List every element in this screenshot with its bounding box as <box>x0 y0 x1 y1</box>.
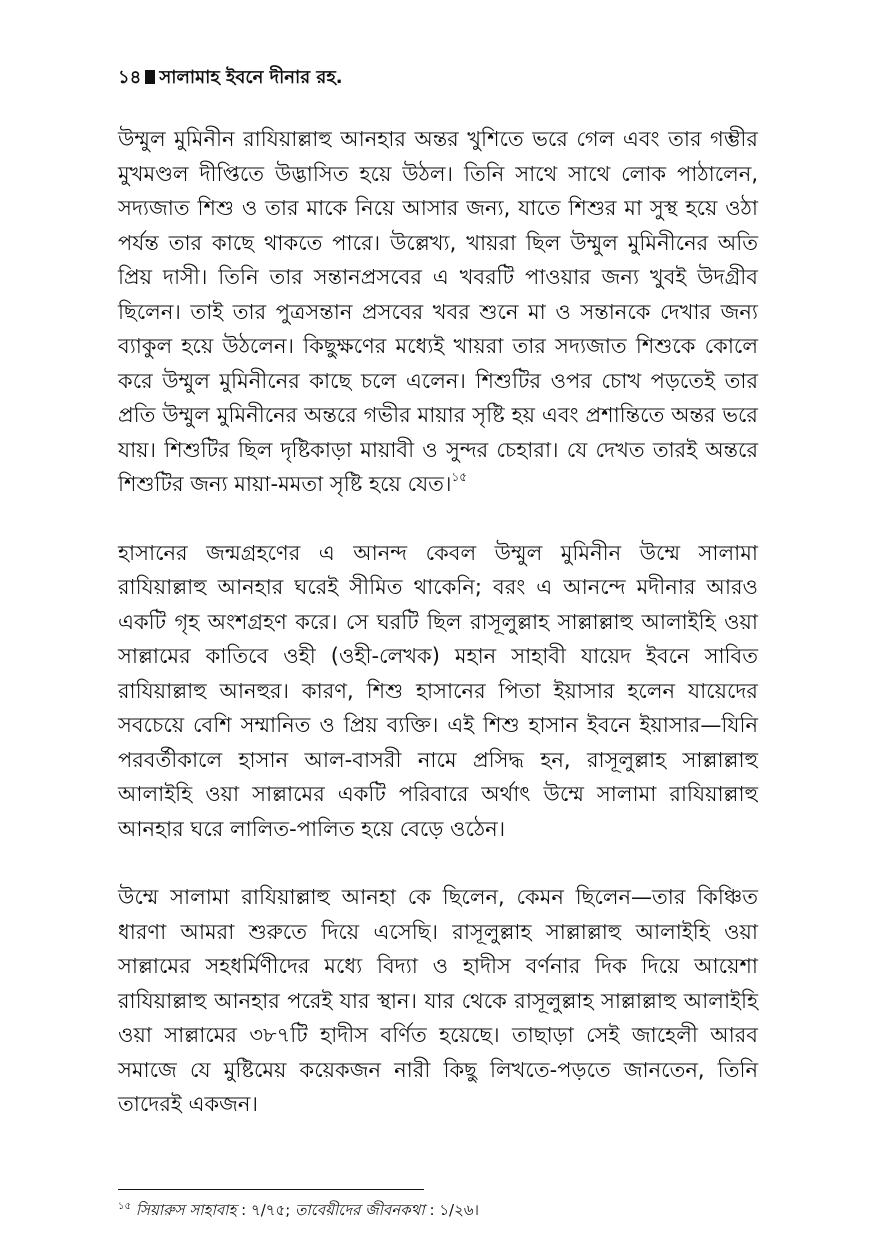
footnote-ref-1: : ৭/৭৫; <box>236 1201 296 1219</box>
paragraph-2 <box>118 536 758 847</box>
body-text <box>118 122 758 1156</box>
paragraph-text: হাসানের জন্মগ্রহণের এ আনন্দ কেবল উম্মুল মুমিনীন উম্মে সালামা রাযিয়াল্লাহু আনহার ঘরেই সীমিত থাকেনি; বরং এ আনন্দে মদীনার আরও একটি গৃহ অংশগ্রহণ করে। সে ঘরটি ছিল রাসূলুল্লাহ সাল্লাল্লাহু আলাইহি ওয়া সাল্লামের কাতিবে ওহী (ওহী-লেখক) মহান সাহাবী যায়েদ ইবনে সাবিত রাযিয়াল্লাহু আনহুর। কারণ, শিশু হাসানের পিতা ইয়াসার হলেন যায়েদের সবচেয়ে বেশি সম্মানিত ও প্রিয় ব্যক্তি। এই শিশু হাসান ইবনে ইয়াসার—যিনি পরবর্তীকালে হাসান আল-বাসরী নামে প্রসিদ্ধ হন, রাসূলুল্লাহ সাল্লাল্লাহু আলাইহি ওয়া সাল্লামের একটি পরিবারে অর্থাৎ উম্মে সালামা রাযিয়াল্লাহু আনহার ঘরে লালিত-পালিত হয়ে বেড়ে ওঠেন। <box>118 540 758 841</box>
running-header <box>118 66 343 90</box>
footnote-source-1: সিয়ারুস সাহাবাহ <box>135 1201 237 1219</box>
footnote-reference[interactable]: ১৫ <box>451 470 468 484</box>
running-title: সালামাহ ইবনে দীনার রহ. <box>159 67 343 88</box>
page-number: ১৪ <box>118 67 142 88</box>
paragraph-text: উম্মে সালামা রাযিয়াল্লাহু আনহা কে ছিলেন, কেমন ছিলেন—তার কিঞ্চিত ধারণা আমরা শুরুতে দিয়ে এসেছি। রাসূলুল্লাহ সাল্লাল্লাহু আলাইহি ওয়া সাল্লামের সহধর্মিণীদের মধ্যে বিদ্যা ও হাদীস বর্ণনার দিক দিয়ে আয়েশা রাযিয়াল্লাহু আনহার পরেই যার স্থান। যার থেকে রাসূলুল্লাহ সাল্লাল্লাহু আলাইহি ওয়া সাল্লামের ৩৮৭টি হাদীস বর্ণিত হয়েছে। তাছাড়া সেই জাহেলী আরব সমাজে যে মুষ্টিমেয় কয়েকজন নারী কিছু লিখতে-পড়তে জানতেন, তিনি তাদেরই একজন। <box>118 885 758 1116</box>
footnote <box>118 1200 479 1220</box>
paragraph-1 <box>118 122 758 502</box>
footnote-divider <box>118 1189 424 1190</box>
footnote-source-2: তাবেয়ীদের জীবনকথা <box>295 1201 425 1219</box>
paragraph-text: উম্মুল মুমিনীন রাযিয়াল্লাহু আনহার অন্তর খুশিতে ভরে গেল এবং তার গম্ভীর মুখমণ্ডল দীপ্তিতে উদ্ভাসিত হয়ে উঠল। তিনি সাথে সাথে লোক পাঠালেন, সদ্যজাত শিশু ও তার মাকে নিয়ে আসার জন্য, যাতে শিশুর মা সুস্থ হয়ে ওঠা পর্যন্ত তার কাছে থাকতে পারে। উল্লেখ্য, খায়রা ছিল উম্মুল মুমিনীনের অতি প্রিয় দাসী। তিনি তার সন্তানপ্রসবের এ খবরটি পাওয়ার জন্য খুবই উদগ্রীব ছিলেন। তাই তার পুত্রসন্তান প্রসবের খবর শুনে মা ও সন্তানকে দেখার জন্য ব্যাকুল হয়ে উঠলেন। কিছুক্ষণের মধ্যেই খায়রা তার সদ্যজাত শিশুকে কোলে করে উম্মুল মুমিনীনের কাছে চলে এলেন। শিশুটির ওপর চোখ পড়তেই তার প্রতি উম্মুল মুমিনীনের অন্তরে গভীর মায়ার সৃষ্টি হয় এবং প্রশান্তিতে অন্তর ভরে যায়। শিশুটির ছিল দৃষ্টিকাড়া মায়াবী ও সুন্দর চেহারা। যে দেখত তারই অন্তরে শিশুটির জন্য মায়া-মমতা সৃষ্টি হয়ে যেত। <box>118 127 758 496</box>
footnote-ref-2: : ১/২৬। <box>424 1201 479 1219</box>
paragraph-3 <box>118 880 758 1122</box>
header-separator-square <box>145 70 155 84</box>
footnote-number: ১৫ <box>118 1201 131 1212</box>
